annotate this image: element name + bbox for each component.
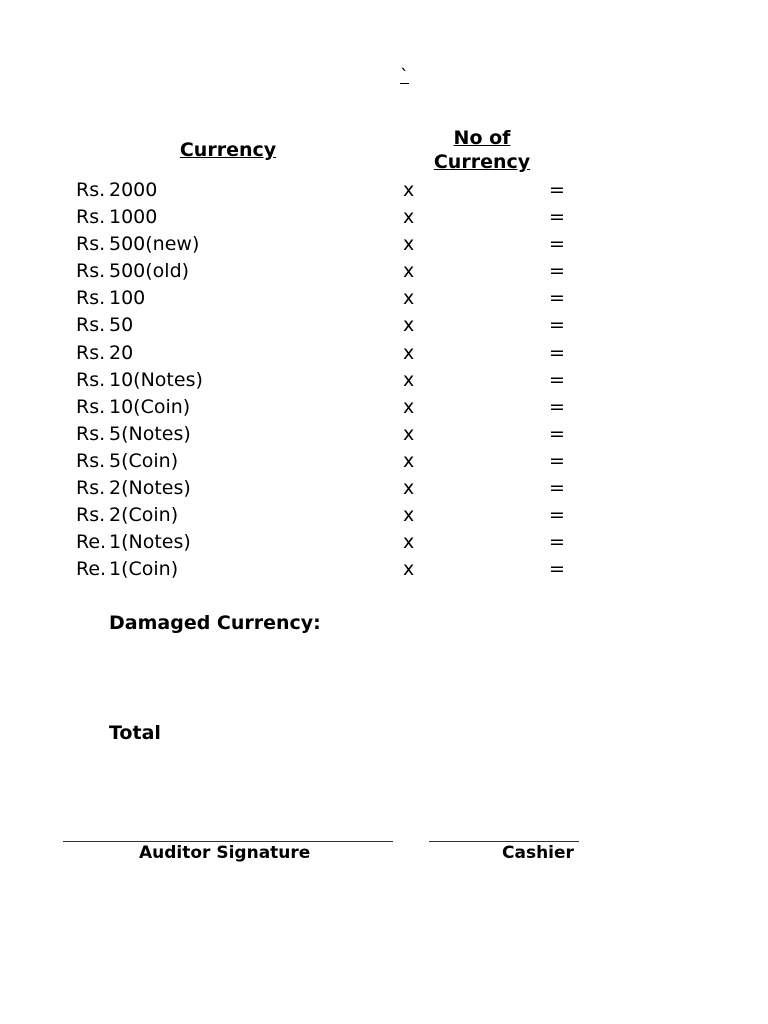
multiply-sign: x: [403, 341, 415, 364]
denomination-row: [0, 502, 768, 529]
multiply-sign: x: [403, 260, 415, 283]
denomination-row: [0, 177, 768, 204]
multiply-sign: x: [403, 449, 415, 472]
multiply-sign: x: [403, 395, 415, 418]
denomination-value: 5(Notes): [109, 422, 191, 445]
total-label: Total: [109, 722, 161, 744]
denomination-value: 500(new): [109, 233, 200, 256]
count-column-header: [412, 126, 552, 174]
denomination-row: [0, 475, 768, 502]
currency-prefix: Rs.: [76, 341, 106, 364]
denomination-value: 1000: [109, 206, 158, 229]
multiply-sign: x: [403, 233, 415, 256]
denomination-value: 2000: [109, 179, 158, 201]
currency-prefix: Rs.: [76, 314, 106, 337]
equals-sign: =: [549, 260, 565, 283]
currency-column-header: [158, 138, 298, 162]
denomination-row: [0, 448, 768, 475]
auditor-signature-label: Auditor Signature: [139, 843, 311, 863]
denomination-value: 500(old): [109, 260, 190, 283]
currency-prefix: Rs.: [76, 260, 106, 283]
equals-sign: =: [549, 531, 565, 554]
equals-sign: =: [549, 504, 565, 527]
equals-sign: =: [549, 477, 565, 500]
multiply-sign: x: [403, 368, 415, 391]
currency-prefix: Rs.: [76, 449, 106, 472]
denomination-row: [0, 394, 768, 421]
denomination-value: 20: [109, 341, 134, 364]
denomination-row: [0, 258, 768, 285]
equals-sign: =: [549, 395, 565, 418]
multiply-sign: x: [403, 504, 415, 527]
currency-column-label: Currency: [179, 139, 277, 161]
denomination-value: 2(Notes): [109, 477, 191, 500]
denomination-row: [0, 367, 768, 394]
currency-prefix: Rs.: [76, 368, 106, 391]
equals-sign: =: [549, 368, 565, 391]
denomination-row: [0, 285, 768, 312]
denomination-value: 2(Coin): [109, 504, 179, 527]
denomination-row: [0, 556, 768, 583]
multiply-sign: x: [403, 477, 415, 500]
equals-sign: =: [549, 558, 565, 581]
multiply-sign: x: [403, 531, 415, 554]
equals-sign: =: [549, 233, 565, 256]
header-mark: `: [400, 66, 409, 87]
denomination-value: 10(Notes): [109, 368, 203, 391]
denomination-row: [0, 312, 768, 339]
equals-sign: =: [549, 314, 565, 337]
denomination-value: 100: [109, 287, 146, 310]
denomination-row: [0, 204, 768, 231]
currency-prefix: Rs.: [76, 179, 106, 201]
equals-sign: =: [549, 449, 565, 472]
denomination-row: [0, 231, 768, 258]
denomination-value: 50: [109, 314, 134, 337]
cashier-signature-label: Cashier: [502, 843, 574, 863]
currency-prefix: Re.: [76, 531, 107, 554]
multiply-sign: x: [403, 558, 415, 581]
denomination-row: [0, 340, 768, 367]
equals-sign: =: [549, 422, 565, 445]
currency-prefix: Rs.: [76, 422, 106, 445]
multiply-sign: x: [403, 206, 415, 229]
cashier-signature-line: [429, 841, 579, 842]
auditor-signature-line: [63, 841, 393, 842]
count-column-label-line1: No of: [453, 127, 511, 149]
denomination-table: [0, 177, 768, 583]
currency-prefix: Rs.: [76, 504, 106, 527]
equals-sign: =: [549, 287, 565, 310]
multiply-sign: x: [403, 179, 415, 201]
equals-sign: =: [549, 179, 565, 201]
denomination-value: 5(Coin): [109, 449, 179, 472]
currency-prefix: Rs.: [76, 395, 106, 418]
currency-prefix: Rs.: [76, 206, 106, 229]
denomination-value: 1(Coin): [109, 558, 179, 581]
denomination-row: [0, 421, 768, 448]
denomination-value: 1(Notes): [109, 531, 191, 554]
multiply-sign: x: [403, 314, 415, 337]
multiply-sign: x: [403, 422, 415, 445]
currency-prefix: Rs.: [76, 233, 106, 256]
equals-sign: =: [549, 206, 565, 229]
denomination-row: [0, 529, 768, 556]
equals-sign: =: [549, 341, 565, 364]
count-column-label-line2: Currency: [433, 151, 531, 173]
multiply-sign: x: [403, 287, 415, 310]
currency-prefix: Rs.: [76, 287, 106, 310]
damaged-currency-label: Damaged Currency:: [109, 612, 321, 634]
denomination-value: 10(Coin): [109, 395, 191, 418]
currency-prefix: Re.: [76, 558, 107, 581]
currency-prefix: Rs.: [76, 477, 106, 500]
